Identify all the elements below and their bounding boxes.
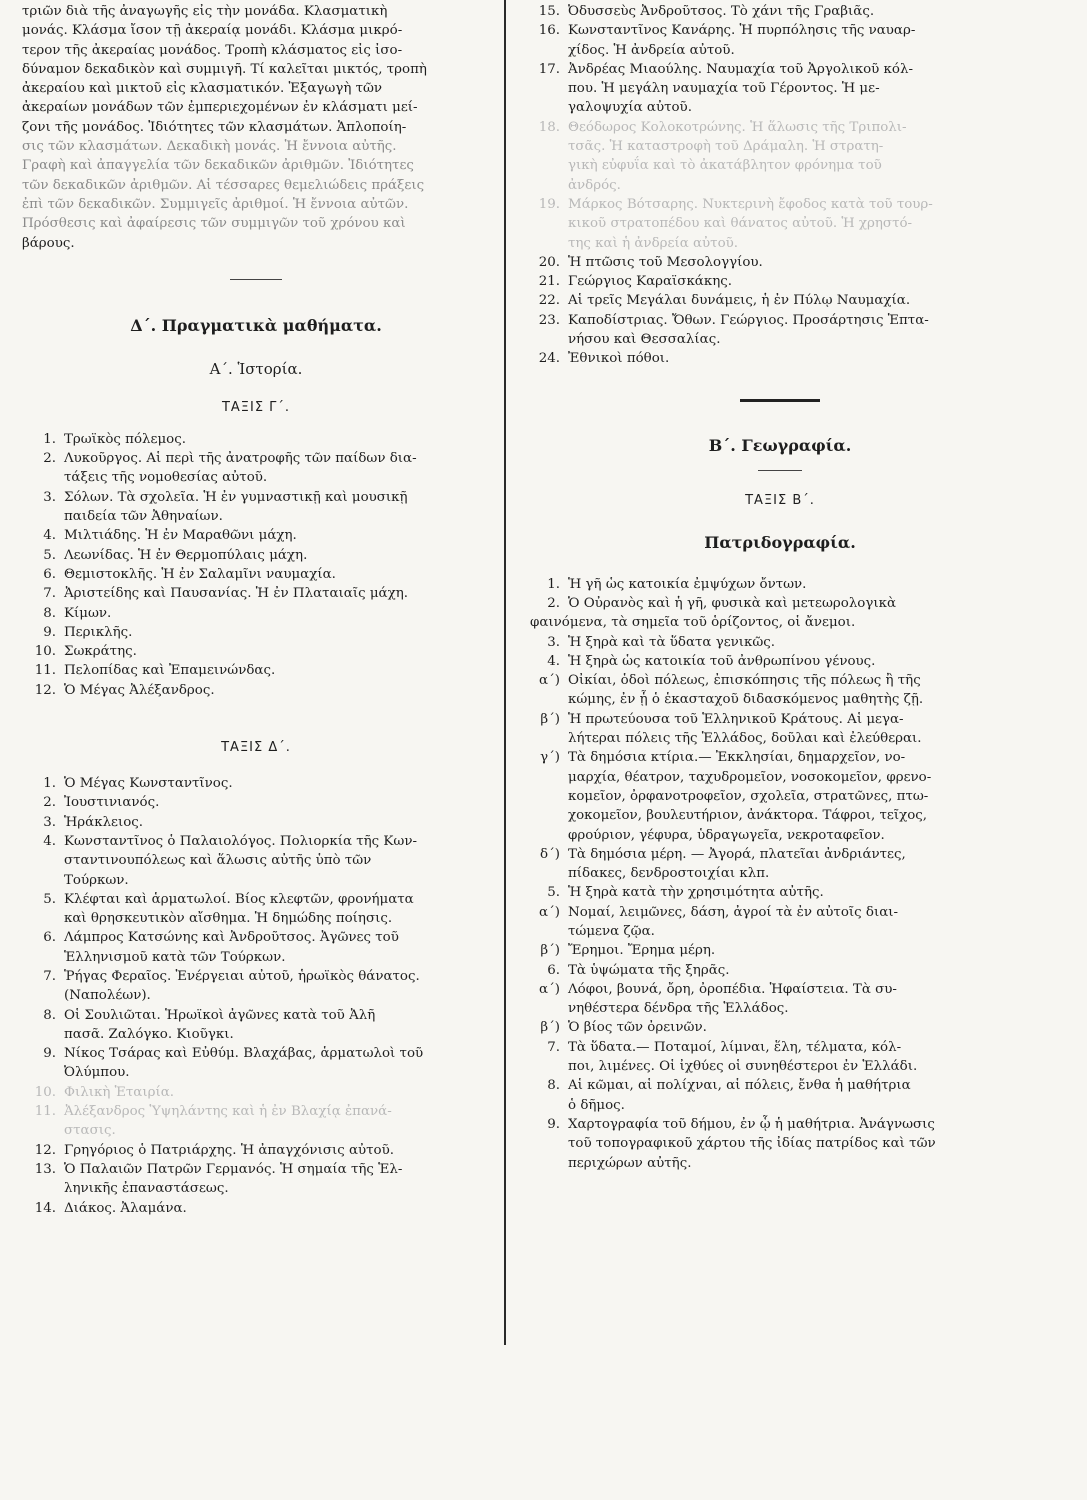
list-item-number: β΄): [540, 1020, 560, 1036]
list-item-continuation: μαρχία, θέατρον, ταχυδρομεῖον, νοσοκομεῖον, φρενο-: [568, 769, 932, 785]
paragraph-line: σις τῶν κλασμάτων. Δεκαδικὴ μονάς. Ἡ ἔννοια αὐτῆς.: [22, 139, 397, 155]
list-item-number: 2.: [43, 795, 56, 811]
list-item-text: Ἀνδρέας Μιαούλης. Ναυμαχία τοῦ Ἀργολικοῦ κόλ-: [568, 61, 913, 77]
list-item: [520, 845, 1040, 884]
paragraph-line: δύναμον δεκαδικὸν καὶ συμμιγῆ. Τί καλεῖται μικτός, τροπὴ: [22, 61, 427, 77]
list-item-number: 11.: [34, 663, 56, 679]
list-item: [520, 195, 1040, 253]
list-item-first-line: [22, 1006, 490, 1025]
list-item-text: Ῥήγας Φεραῖος. Ἐνέργειαι αὐτοῦ, ἡρωϊκὸς θάνατος.: [64, 968, 420, 984]
list-item-number: 6.: [43, 930, 56, 946]
list-item-number: 1.: [43, 776, 56, 792]
list-item-text: Μάρκος Βότσαρης. Νυκτερινὴ ἔφοδος κατὰ τοῦ τουρ-: [568, 196, 933, 212]
list-item: [520, 1076, 1040, 1115]
history-title: Α΄. Ἱστορία.: [209, 359, 303, 378]
list-item-continuation: λήτεραι πόλεις τῆς Ἑλλάδος, δοῦλαι καὶ ἐλεύθεραι.: [568, 731, 922, 747]
list-item-continuation: πασᾶ. Ζαλόγκο. Κιοῦγκι.: [64, 1026, 234, 1042]
section-rule: [230, 279, 282, 280]
list-item-first-line: [22, 526, 490, 545]
list-item-number: 3.: [43, 814, 56, 830]
list-item-continuation: καὶ θρησκευτικὸν αἴσθημα. Ἡ δημώδης ποίησις.: [64, 911, 393, 927]
list-item-number: 11.: [34, 1104, 56, 1120]
list-item-text: Τρωϊκὸς πόλεμος.: [64, 431, 186, 447]
list-item-first-line: [520, 652, 1040, 671]
list-item: [520, 311, 1040, 350]
list-item-number: 13.: [34, 1161, 56, 1177]
list-item: [520, 253, 1040, 272]
list-item-first-line: [22, 488, 490, 507]
list-item-continuation: τοῦ τοπογραφικοῦ χάρτου τῆς ἰδίας πατρίδος καὶ τῶν: [568, 1136, 936, 1152]
list-item-number: 3.: [43, 489, 56, 505]
history-continued-list: [520, 2, 1040, 369]
list-item-number: α΄): [539, 673, 560, 689]
list-item-continuation: φαινόμενα, τὰ σημεῖα τοῦ ὁρίζοντος, οἱ ἄνεμοι.: [530, 615, 856, 631]
list-item-text: Φιλικὴ Ἑταιρία.: [64, 1084, 175, 1100]
geography-list: [520, 575, 1040, 1173]
list-item: [22, 584, 490, 603]
paragraph-line: Πρόσθεσις καὶ ἀφαίρεσις τῶν συμμιγῶν τοῦ χρόνου καὶ: [22, 216, 406, 232]
list-item: [22, 604, 490, 623]
list-item-first-line: [520, 1076, 1040, 1095]
list-item-first-line: [520, 291, 1040, 310]
column-divider: [504, 0, 506, 1345]
list-item-text: Ἡ ξηρὰ κατὰ τὴν χρησιμότητα αὐτῆς.: [568, 885, 824, 901]
list-item-continuation: της καὶ ἡ ἀνδρεία αὐτοῦ.: [568, 235, 739, 251]
list-item-number: 24.: [538, 351, 560, 367]
list-item-text: Διάκος. Ἀλαμάνα.: [64, 1200, 187, 1216]
list-item: [22, 430, 490, 449]
list-item-number: 20.: [538, 254, 560, 270]
list-item-first-line: [22, 813, 490, 832]
list-item-first-line: [22, 623, 490, 642]
list-item: [520, 1038, 1040, 1077]
list-item-number: 7.: [43, 968, 56, 984]
section-rule: [758, 470, 802, 471]
right-column: [520, 0, 1040, 1173]
list-item-number: 1.: [547, 576, 560, 592]
list-item-text: Μιλτιάδης. Ἡ ἐν Μαραθῶνι μάχη.: [64, 528, 297, 544]
list-item-continuation: τσᾶς. Ἡ καταστροφὴ τοῦ Δράμαλη. Ἡ στρατη-: [568, 139, 884, 155]
list-item-continuation: κομεῖον, ὀρφανοτροφεῖον, σχολεῖα, στρατῶνες, πτω-: [568, 788, 929, 804]
list-item-first-line: [520, 21, 1040, 40]
list-item-text: Γρηγόριος ὁ Πατριάρχης. Ἡ ἀπαγχόνισις αὐτοῦ.: [64, 1142, 395, 1158]
list-item-first-line: [520, 575, 1040, 594]
list-item-number: 6.: [547, 962, 560, 978]
list-item-first-line: [520, 272, 1040, 291]
arithmetic-paragraph: [22, 2, 490, 253]
list-item-text: Ἡ ξηρὰ καὶ τὰ ὕδατα γενικῶς.: [568, 634, 776, 650]
list-item-number: 19.: [538, 196, 560, 212]
geography-title: Β΄. Γεωγραφία.: [708, 435, 852, 455]
list-item-number: β΄): [540, 711, 560, 727]
list-item-text: Οἱ Σουλιῶται. Ἡρωϊκοὶ ἀγῶνες κατὰ τοῦ Ἀλῆ: [64, 1007, 376, 1023]
list-item-text: Χαρτογραφία τοῦ δήμου, ἐν ᾧ ἡ μαθήτρια. Ἀνάγνωσις: [568, 1116, 935, 1132]
list-item-number: 15.: [538, 4, 560, 19]
list-item-number: 3.: [547, 634, 560, 650]
list-item: [520, 349, 1040, 368]
section-rule: [740, 399, 820, 402]
list-item: [22, 1083, 490, 1102]
list-item-first-line: [520, 118, 1040, 137]
list-item-text: Τὰ δημόσια μέρη. — Ἀγορά, πλατεῖαι ἀνδριάντες,: [568, 846, 906, 862]
list-item-number: 5.: [43, 891, 56, 907]
list-item-text: Αἱ κῶμαι, αἱ πολίχναι, αἱ πόλεις, ἔνθα ἡ μαθήτρια: [568, 1078, 911, 1094]
list-item: [520, 941, 1040, 960]
list-item-number: 17.: [538, 61, 560, 77]
list-item-continuation: (Ναπολέων).: [64, 988, 151, 1004]
list-item: [22, 565, 490, 584]
list-item-continuation: νήσου καὶ Θεσσαλίας.: [568, 332, 721, 348]
class-heading: ΤΑΞΙΣ Γ΄.: [221, 399, 291, 415]
list-item: [520, 2, 1040, 21]
list-item-text: Ὁ Οὐρανὸς καὶ ἡ γῆ, φυσικὰ καὶ μετεωρολογικὰ: [568, 595, 897, 611]
list-item: [22, 623, 490, 642]
list-item-continuation: χίδος. Ἡ ἀνδρεία αὐτοῦ.: [568, 42, 735, 58]
list-item: [520, 118, 1040, 195]
list-item-first-line: [520, 941, 1040, 960]
list-item-text: Πελοπίδας καὶ Ἐπαμεινώνδας.: [64, 663, 276, 679]
list-item-continuation: τώμενα ζῷα.: [568, 923, 655, 939]
list-item: [22, 967, 490, 1006]
list-item-first-line: [520, 710, 1040, 729]
list-item-number: 14.: [34, 1200, 56, 1216]
list-item-continuation: Ὀλύμπου.: [64, 1065, 130, 1081]
list-item-continuation: γαλοψυχία αὐτοῦ.: [568, 100, 692, 116]
list-item-continuation: σταντινουπόλεως καὶ ἅλωσις αὐτῆς ὑπὸ τῶν: [64, 853, 372, 869]
list-item-number: 5.: [547, 885, 560, 901]
list-item-text: Θεόδωρος Κολοκοτρώνης. Ἡ ἅλωσις τῆς Τριπολι-: [568, 119, 907, 135]
list-item-number: 18.: [538, 119, 560, 135]
list-item-continuation: ἀνδρός.: [568, 177, 621, 193]
list-item: [520, 961, 1040, 980]
list-item-text: Κωνσταντῖνος Κανάρης. Ἡ πυρπόλησις τῆς ναυαρ-: [568, 23, 916, 39]
list-item: [520, 575, 1040, 594]
list-item-first-line: [520, 1018, 1040, 1037]
list-item-continuation: γικὴ εὐφυΐα καὶ τὸ ἀκατάβλητον φρόνημα τοῦ: [568, 158, 882, 174]
paragraph-line: βάρους.: [22, 235, 75, 251]
list-item-first-line: [22, 430, 490, 449]
list-item-text: Τὰ ὕδατα.— Ποταμοί, λίμναι, ἕλη, τέλματα, κόλ-: [568, 1039, 902, 1055]
list-item-number: 1.: [43, 431, 56, 447]
list-item-first-line: [520, 633, 1040, 652]
list-item-text: Κλέφται καὶ ἁρματωλοί. Βίος κλεφτῶν, φρονήματα: [64, 891, 414, 907]
list-item-text: Ἡ πτῶσις τοῦ Μεσολογγίου.: [568, 254, 763, 270]
list-item: [520, 60, 1040, 118]
list-item: [520, 883, 1040, 902]
list-item: [22, 1141, 490, 1160]
list-item-number: δ΄): [540, 846, 560, 862]
list-item: [520, 272, 1040, 291]
list-item-number: 9.: [43, 1046, 56, 1062]
list-item: [520, 671, 1040, 710]
list-item-first-line: [22, 546, 490, 565]
class-heading: ΤΑΞΙΣ Β΄.: [745, 492, 815, 508]
list-item: [22, 774, 490, 793]
list-item-number: 6.: [43, 566, 56, 582]
list-item: [22, 526, 490, 545]
paragraph-line: ἐπὶ τῶν δεκαδικῶν. Συμμιγεῖς ἀριθμοί. Ἡ ἔννοια αὐτῶν.: [22, 196, 409, 212]
list-item-text: Λεωνίδας. Ἡ ἐν Θερμοπύλαις μάχη.: [64, 547, 308, 563]
list-item-text: Αἱ τρεῖς Μεγάλαι δυνάμεις, ἡ ἐν Πύλῳ Ναυμαχία.: [568, 293, 911, 309]
geography-subtitle: Πατριδογραφία.: [704, 532, 856, 552]
list-item-number: 10.: [34, 1084, 56, 1100]
list-item-first-line: [520, 349, 1040, 368]
list-item-number: 9.: [547, 1116, 560, 1132]
list-item-first-line: [22, 604, 490, 623]
list-item-first-line: [22, 1160, 490, 1179]
paragraph-line: τῶν δεκαδικῶν ἀριθμῶν. Αἱ τέσσαρες θεμελιώδεις πράξεις: [22, 177, 425, 193]
paragraph-line: ζονι τῆς μονάδος. Ἰδιότητες τῶν κλασμάτων. Ἁπλοποίη-: [22, 119, 407, 135]
list-item: [22, 1160, 490, 1199]
list-item-continuation: Ἑλληνισμοῦ κατὰ τῶν Τούρκων.: [64, 949, 286, 965]
list-item-number: 8.: [547, 1078, 560, 1094]
class-heading: ΤΑΞΙΣ Δ΄.: [221, 740, 291, 756]
list-item-first-line: [520, 1038, 1040, 1057]
list-item-number: 5.: [43, 547, 56, 563]
list-item-text: Ὁ Μέγας Ἀλέξανδρος.: [64, 682, 215, 698]
list-item-first-line: [520, 903, 1040, 922]
list-item: [22, 661, 490, 680]
list-item-continuation: πίδακες, δενδροστοιχίαι κλπ.: [568, 866, 770, 882]
list-item-number: 4.: [43, 833, 56, 849]
list-item-first-line: [22, 1141, 490, 1160]
list-item-text: Ἡ γῆ ὡς κατοικία ἐμψύχων ὄντων.: [568, 576, 807, 592]
list-item-number: 8.: [43, 605, 56, 621]
list-item-continuation: ὁ δῆμος.: [568, 1097, 625, 1113]
list-item-continuation: ποι, λιμένες. Οἱ ἰχθύες οἱ συνηθέστεροι ἐν Ἑλλάδι.: [568, 1059, 918, 1075]
list-item-number: 12.: [34, 1142, 56, 1158]
list-item-first-line: [22, 584, 490, 603]
list-item-text: Λόφοι, βουνά, ὄρη, ὀροπέδια. Ἡφαίστεια. Τὰ συ-: [568, 981, 897, 997]
list-item-continuation: χοκομεῖον, βουλευτήριον, ἀνάκτορα. Τάφροι, τεῖχος,: [568, 808, 928, 824]
list-item: [22, 1044, 490, 1083]
list-item: [22, 928, 490, 967]
list-item-number: 23.: [538, 312, 560, 328]
list-item: [22, 546, 490, 565]
list-item: [22, 681, 490, 700]
list-item-continuation: ληνικῆς ἐπαναστάσεως.: [64, 1181, 229, 1197]
list-item-first-line: [22, 449, 490, 468]
list-item-text: Κωνσταντῖνος ὁ Παλαιολόγος. Πολιορκία τῆς Κων-: [64, 833, 418, 849]
list-item-text: Κίμων.: [64, 605, 112, 621]
list-item-number: 10.: [34, 644, 56, 660]
list-item: [22, 1006, 490, 1045]
list-item-first-line: [22, 1199, 490, 1218]
paragraph-line: Γραφὴ καὶ ἀπαγγελία τῶν δεκαδικῶν ἀριθμῶν. Ἰδιότητες: [22, 158, 414, 174]
list-item-text: Σόλων. Τὰ σχολεῖα. Ἡ ἐν γυμναστικῇ καὶ μουσικῇ: [64, 489, 408, 505]
paragraph-line: ἀκεραίου καὶ μικτοῦ εἰς κλασματικόν. Ἐξαγωγὴ τῶν: [22, 81, 383, 97]
list-item-number: 4.: [43, 528, 56, 544]
list-item-first-line: [22, 661, 490, 680]
list-item-continuation: φρούριον, γέφυρα, ὑδραγωγεῖα, νεκροταφεῖον.: [568, 827, 885, 843]
list-item: [22, 832, 490, 890]
list-item-continuation: περιχώρων αὐτῆς.: [568, 1155, 692, 1171]
list-item-text: Ὁ βίος τῶν ὀρεινῶν.: [568, 1020, 707, 1036]
list-item: [22, 1102, 490, 1141]
list-item-text: Ἰουστινιανός.: [64, 795, 160, 811]
list-item-first-line: [520, 748, 1040, 767]
list-item-text: Ἡράκλειος.: [64, 814, 144, 830]
list-item-text: Ὁ Παλαιῶν Πατρῶν Γερμανός. Ἡ σημαία τῆς Ἑλ-: [64, 1161, 403, 1177]
paragraph-line: μονάς. Κλάσμα ἴσον τῇ ἀκεραίᾳ μονάδι. Κλάσμα μικρό-: [22, 23, 403, 39]
list-item-text: Νομαί, λειμῶνες, δάση, ἀγροί τὰ ἐν αὐτοῖς διαι-: [568, 904, 899, 920]
list-item-first-line: [520, 594, 1040, 613]
paragraph-line: τριῶν διὰ τῆς ἀναγωγῆς εἰς τὴν μονάδα. Κλασματικὴ: [22, 4, 388, 19]
list-item-text: Νίκος Τσάρας καὶ Εὐθύμ. Βλαχάβας, ἁρματωλοὶ τοῦ: [64, 1046, 424, 1062]
list-item-text: Ἀριστείδης καὶ Παυσανίας. Ἡ ἐν Πλαταιαῖς μάχη.: [64, 586, 408, 602]
list-item-continuation: στασις.: [64, 1123, 116, 1139]
list-item: [520, 1115, 1040, 1173]
section-title: Δ΄. Πραγματικὰ μαθήματα.: [130, 315, 382, 335]
list-item-continuation: που. Ἡ μεγάλη ναυμαχία τοῦ Γέροντος. Ἡ με-: [568, 81, 880, 97]
list-item: [520, 633, 1040, 652]
list-item: [520, 980, 1040, 1019]
list-item-number: 16.: [538, 23, 560, 39]
list-item: [22, 642, 490, 661]
list-item-continuation: κικοῦ στρατοπέδου καὶ θάνατος αὐτοῦ. Ἡ χρηστό-: [568, 216, 913, 232]
list-item-text: Ἡ ξηρὰ ὡς κατοικία τοῦ ἀνθρωπίνου γένους.: [568, 653, 876, 669]
list-item: [520, 1018, 1040, 1037]
list-item-first-line: [520, 195, 1040, 214]
list-item: [520, 291, 1040, 310]
list-item-text: Ἀλέξανδρος Ὑψηλάντης καὶ ἡ ἐν Βλαχίᾳ ἐπανά-: [64, 1104, 392, 1120]
list-item-number: 12.: [34, 682, 56, 698]
list-item-text: Λυκοῦργος. Αἱ περὶ τῆς ἀνατροφῆς τῶν παίδων δια-: [64, 451, 417, 467]
list-item: [520, 594, 1040, 633]
list-item-text: Ἐθνικοὶ πόθοι.: [568, 351, 670, 367]
class-d-list: [22, 774, 490, 1218]
list-item-text: Θεμιστοκλῆς. Ἡ ἐν Σαλαμῖνι ναυμαχία.: [64, 566, 336, 582]
list-item: [520, 903, 1040, 942]
list-item: [520, 652, 1040, 671]
list-item-first-line: [22, 832, 490, 851]
list-item-text: Ἔρημοι. Ἔρημα μέρη.: [568, 943, 716, 959]
list-item-first-line: [22, 681, 490, 700]
list-item-text: Οἰκίαι, ὁδοὶ πόλεως, ἐπισκόπησις τῆς πόλεως ἢ τῆς: [568, 673, 921, 689]
list-item-first-line: [520, 253, 1040, 272]
list-item-number: β΄): [540, 943, 560, 959]
list-item: [22, 449, 490, 488]
paragraph-line: τερον τῆς ἀκεραίας μονάδος. Τροπὴ κλάσματος εἰς ἰσο-: [22, 42, 403, 58]
list-item-number: 21.: [538, 274, 560, 290]
list-item-number: 2.: [547, 595, 560, 611]
list-item-continuation: Τούρκων.: [64, 872, 129, 888]
list-item-continuation: νηθέστερα δένδρα τῆς Ἑλλάδος.: [568, 1001, 789, 1017]
list-item: [22, 890, 490, 929]
list-item-first-line: [22, 642, 490, 661]
list-item-first-line: [520, 1115, 1040, 1134]
list-item-text: Σωκράτης.: [64, 644, 137, 660]
list-item-text: Καποδίστριας. Ὄθων. Γεώργιος. Προσάρτησις Ἑπτα-: [568, 312, 929, 328]
list-item-first-line: [520, 311, 1040, 330]
list-item-first-line: [22, 565, 490, 584]
list-item-text: Λάμπρος Κατσώνης καὶ Ἀνδροῦτσος. Ἀγῶνες τοῦ: [64, 930, 399, 946]
list-item-continuation: τάξεις τῆς νομοθεσίας αὐτοῦ.: [64, 470, 268, 486]
list-item: [520, 748, 1040, 844]
list-item-first-line: [22, 1083, 490, 1102]
list-item-number: 9.: [43, 624, 56, 640]
list-item-text: Ὀδυσσεὺς Ἀνδροῦτσος. Τὸ χάνι τῆς Γραβιᾶς.: [568, 4, 875, 19]
list-item-number: α΄): [539, 904, 560, 920]
list-item-number: 4.: [547, 653, 560, 669]
list-item: [22, 1199, 490, 1218]
list-item-first-line: [22, 928, 490, 947]
list-item-first-line: [520, 60, 1040, 79]
list-item-number: 22.: [538, 293, 560, 309]
list-item-number: 7.: [547, 1039, 560, 1055]
list-item-first-line: [520, 980, 1040, 999]
list-item: [22, 488, 490, 527]
list-item: [520, 21, 1040, 60]
list-item: [520, 710, 1040, 749]
list-item-first-line: [22, 1102, 490, 1121]
list-item-first-line: [520, 2, 1040, 21]
list-item-first-line: [520, 845, 1040, 864]
list-item-first-line: [520, 883, 1040, 902]
list-item-text: Τὰ δημόσια κτίρια.— Ἐκκλησίαι, δημαρχεῖον, νο-: [568, 750, 906, 766]
list-item-continuation: παιδεία τῶν Ἀθηναίων.: [64, 509, 223, 525]
list-item-first-line: [22, 967, 490, 986]
list-item-text: Γεώργιος Καραϊσκάκης.: [568, 274, 733, 290]
list-item-number: α΄): [539, 981, 560, 997]
list-item-continuation: κώμης, ἐν ᾗ ὁ ἑκασταχοῦ διδασκόμενος μαθητὴς ζῇ.: [568, 692, 924, 708]
class-c-list: [22, 430, 490, 700]
list-item-first-line: [520, 671, 1040, 690]
list-item-number: 8.: [43, 1007, 56, 1023]
list-item-text: Ὁ Μέγας Κωνσταντῖνος.: [64, 776, 233, 792]
list-item-text: Περικλῆς.: [64, 624, 133, 640]
list-item: [22, 793, 490, 812]
list-item-text: Ἡ πρωτεύουσα τοῦ Ἑλληνικοῦ Κράτους. Αἱ μεγα-: [568, 711, 904, 727]
list-item-number: 2.: [43, 451, 56, 467]
list-item-first-line: [22, 1044, 490, 1063]
list-item-text: Τὰ ὑψώματα τῆς ξηρᾶς.: [568, 962, 730, 978]
list-item-first-line: [22, 774, 490, 793]
list-item-number: 7.: [43, 586, 56, 602]
list-item: [22, 813, 490, 832]
list-item-first-line: [22, 890, 490, 909]
list-item-first-line: [22, 793, 490, 812]
paragraph-line: ἀκεραίων μονάδων τῶν ἐμπεριεχομένων ἐν κλάσματι μεί-: [22, 100, 418, 116]
list-item-first-line: [520, 961, 1040, 980]
list-item-number: γ΄): [540, 750, 560, 766]
left-column: [22, 0, 490, 1218]
